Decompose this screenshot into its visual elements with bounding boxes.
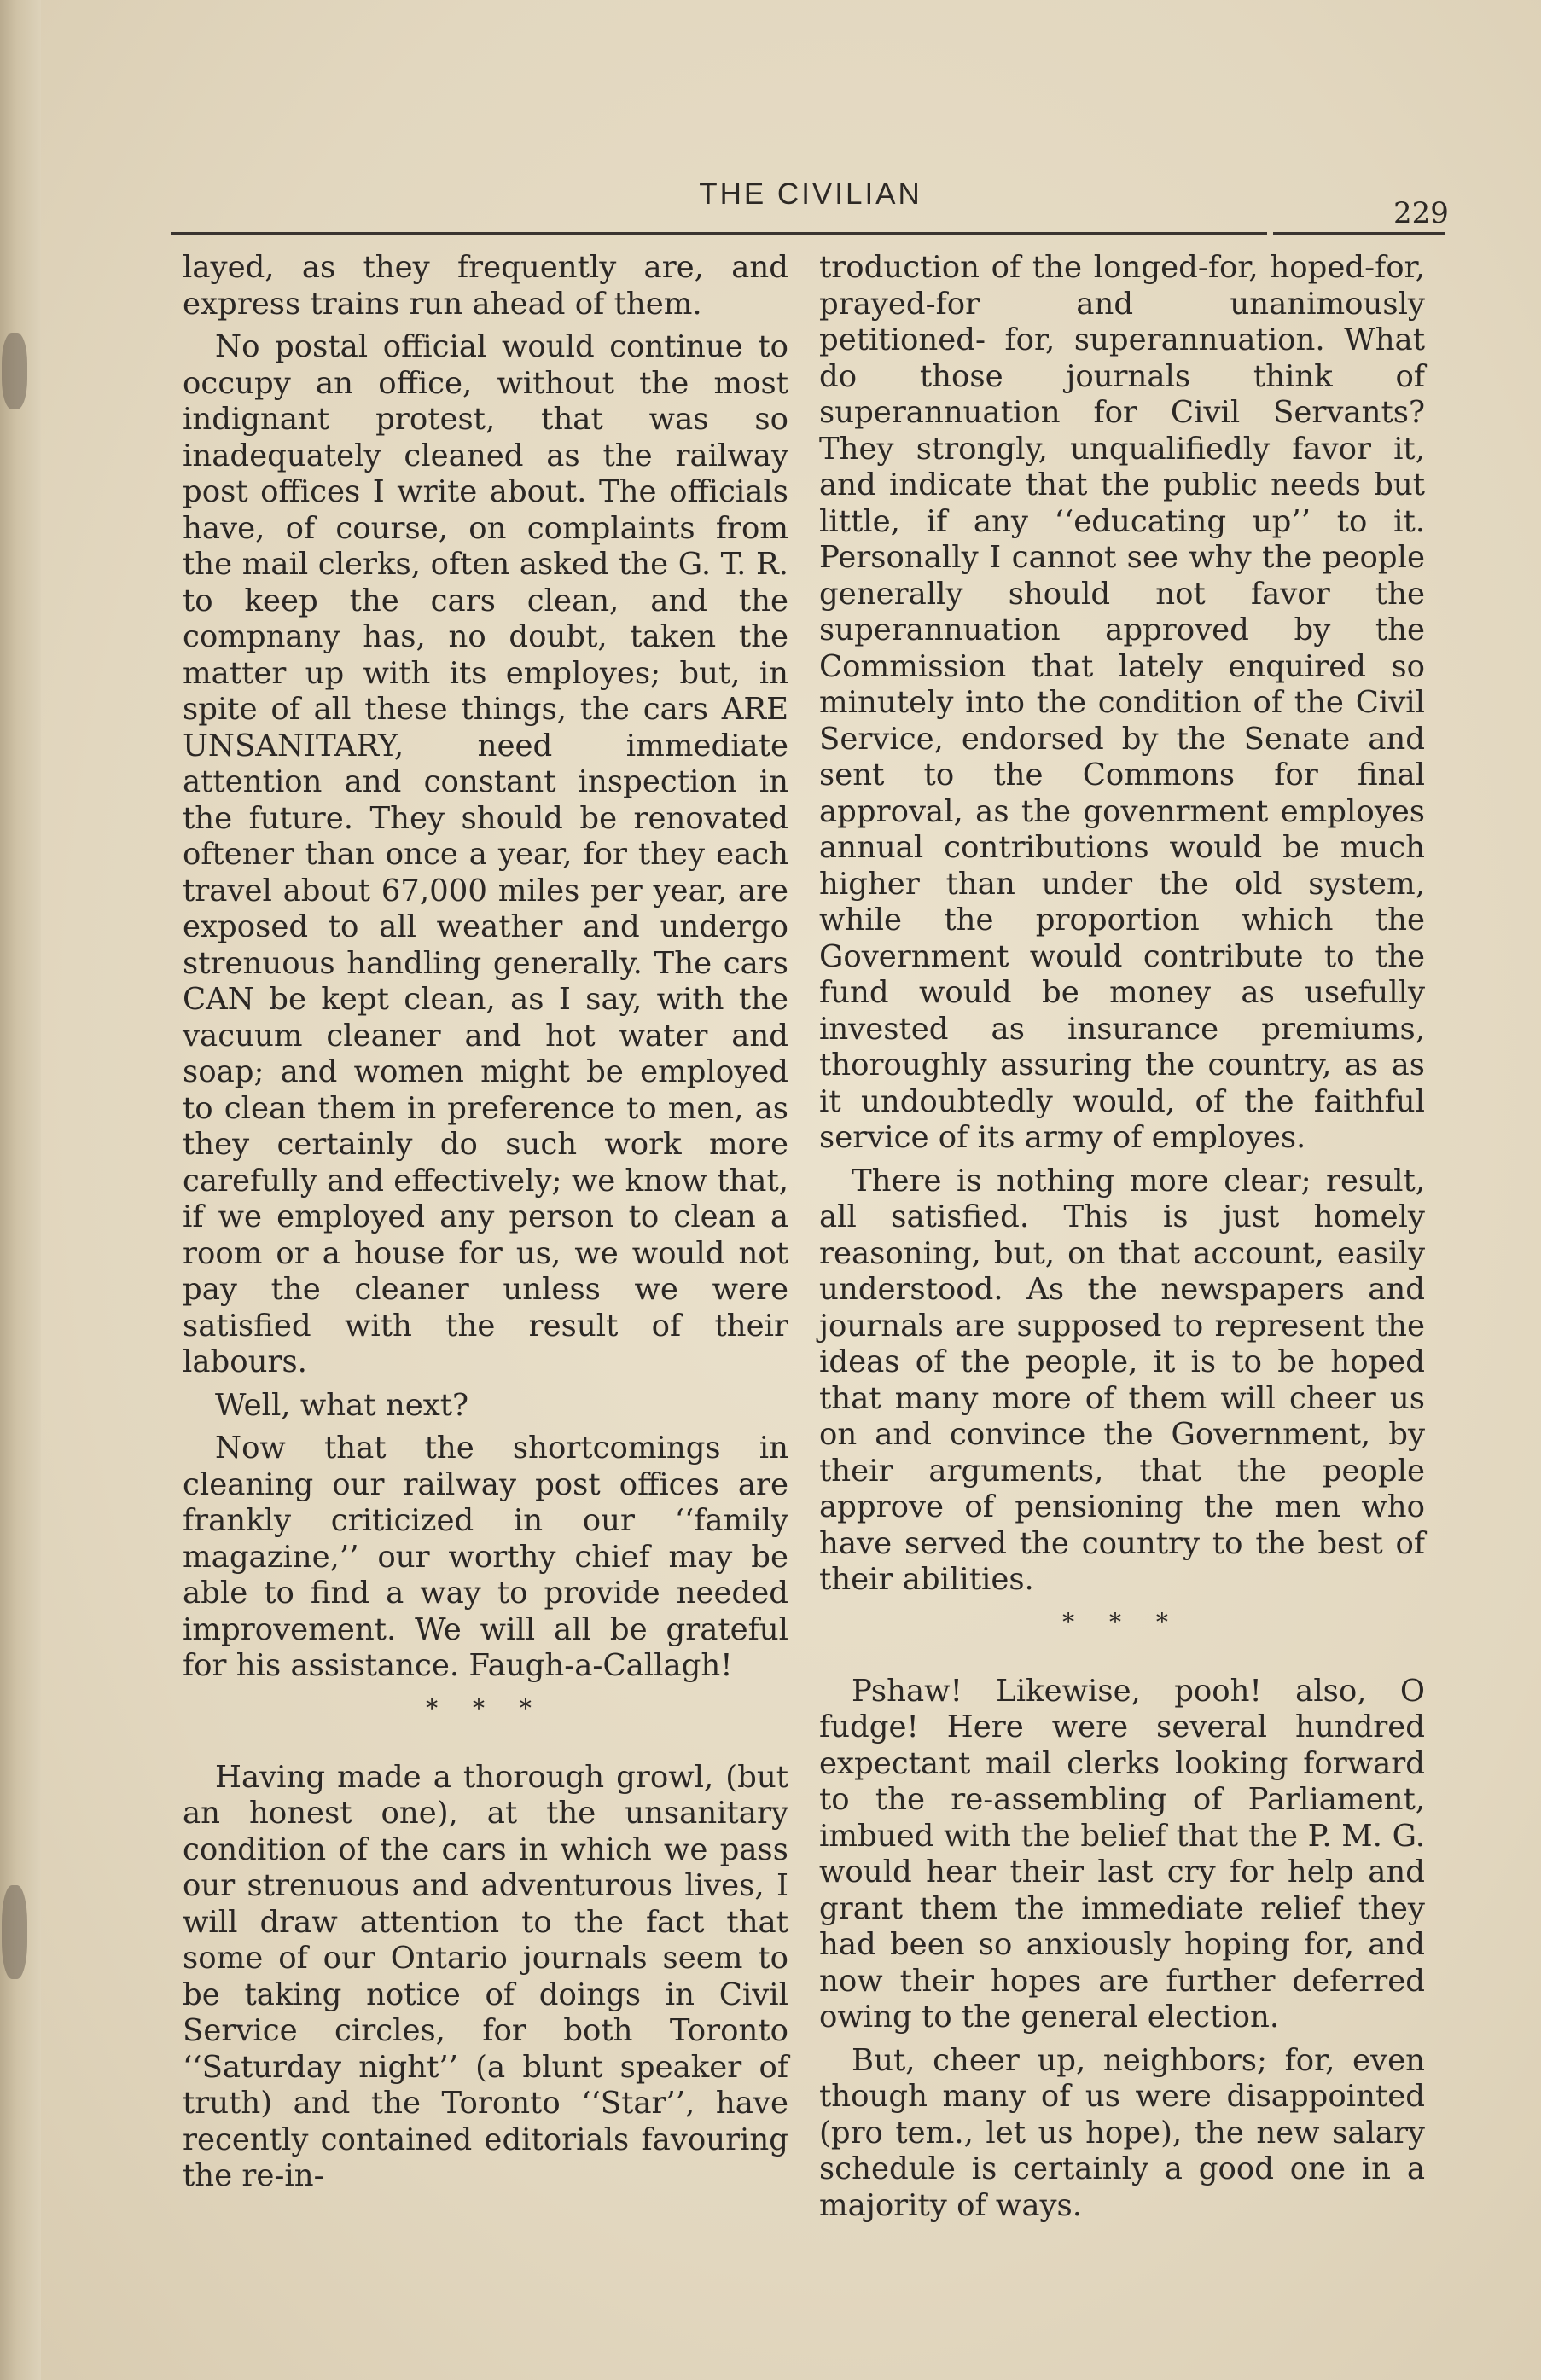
left-paragraph-3: Well, what next? xyxy=(215,1387,469,1423)
left-paragraph-1: layed, as they frequently are, and express trains run ahead of them. xyxy=(183,250,788,322)
right-paragraph-2: There is nothing more clear; result, all satisfied. This is just homely reasoning, but, on that account, easily understood. As the newspapers and journals are supposed to represent the ideas of the people, it is to be hoped that many more of them will cheer us on and convince the Government, by their arguments, that the people approve of pensioning the men who have served the country to the best of their abilities. xyxy=(819,1163,1425,1597)
binding-hole-top xyxy=(2,333,27,409)
left-paragraph-5: Having made a thorough growl, (but an honest one), at the unsanitary condition of the cars in which we pass our strenuous and adventurous lives, I will draw attention to the fact that some of our Ontario journals seem to be taking notice of doings in Civil Service circles, for both Toronto ‘‘Saturday night’’ (a blunt speaker of truth) and the Toronto ‘‘Star’’, have recently contained editorials favouring the re-in- xyxy=(183,1759,788,2193)
right-column xyxy=(819,250,1425,2231)
left-paragraph-2: No postal official would continue to occupy an office, without the most indignant protest, that was so inadequately cleaned as the railway post offices I write about. The officials have, of course, on complaints from the mail clerks, often asked the G. T. R. to keep the cars clean, and the compnany has, no doubt, taken the matter up with its employes; but, in spite of all these things, the cars ARE UNSANITARY, need immediate attention and constant inspection in the future. They should be renovated oftener than once a year, for they each travel about 67,000 miles per year, are exposed to all weather and undergo strenuous handling generally. The cars CAN be kept clean, as I say, with the vacuum cleaner and hot water and soap; and women might be employed to clean them in preference to men, as they certainly do such work more carefully and effectively; we know that, if we employed any person to clean a room or a house for us, we would not pay the cleaner unless we were satisfied with the result of their labours. xyxy=(183,329,788,1379)
right-paragraph-1: troduction of the longed-for, hoped-for, prayed-for and unanimously petitioned- for, superannuation. What do those journals think of superannuation for Civil Servants? They strongly, unqualifiedly favor it, and indicate that the public needs but little, if any ‘‘educating up’’ to it. Personally I cannot see why the people generally should not favor the superannuation approved by the Commission that lately enquired so minutely into the condition of the Civil Service, endorsed by the Senate and sent to the Commons for final approval, as the govenrment employes annual contributions would be much higher than under the old system, while the proportion which the Government would contribute to the fund would be money as usefully invested as insurance premiums, thoroughly assuring the country, as as it undoubtedly would, of the faithful service of its army of employes. xyxy=(819,250,1425,1155)
header-rule xyxy=(171,232,1267,235)
left-paragraph-4: Now that the shortcomings in cleaning our railway post offices are frankly criticized in our ‘‘family magazine,’’ our worthy chief may be able to find a way to provide needed improvement. We will all be grateful for his assistance. Faugh-a-Callagh! xyxy=(183,1431,788,1683)
right-paragraph-4: But, cheer up, neighbors; for, even though many of us were disappointed (pro tem., let us hope), the new salary schedule is certainly a good one in a majority of ways. xyxy=(819,2042,1425,2223)
header-rule-right xyxy=(1273,232,1445,235)
section-separator-right: * * * xyxy=(1062,1607,1182,1636)
section-separator-left: * * * xyxy=(426,1693,545,1722)
running-title: THE CIVILIAN xyxy=(699,177,922,211)
page-number: 229 xyxy=(1393,196,1449,230)
binding-edge xyxy=(0,0,41,2380)
binding-hole-bottom xyxy=(2,1885,27,1979)
right-paragraph-3: Pshaw! Likewise, pooh! also, O fudge! Here were several hundred expectant mail clerks looking forward to the re-assembling of Parliament, imbued with the belief that the P. M. G. would hear their last cry for help and grant them the immediate relief they had been so anxiously hoping for, and now their hopes are further deferred owing to the general election. xyxy=(819,1673,1425,2035)
left-column xyxy=(183,250,788,2202)
